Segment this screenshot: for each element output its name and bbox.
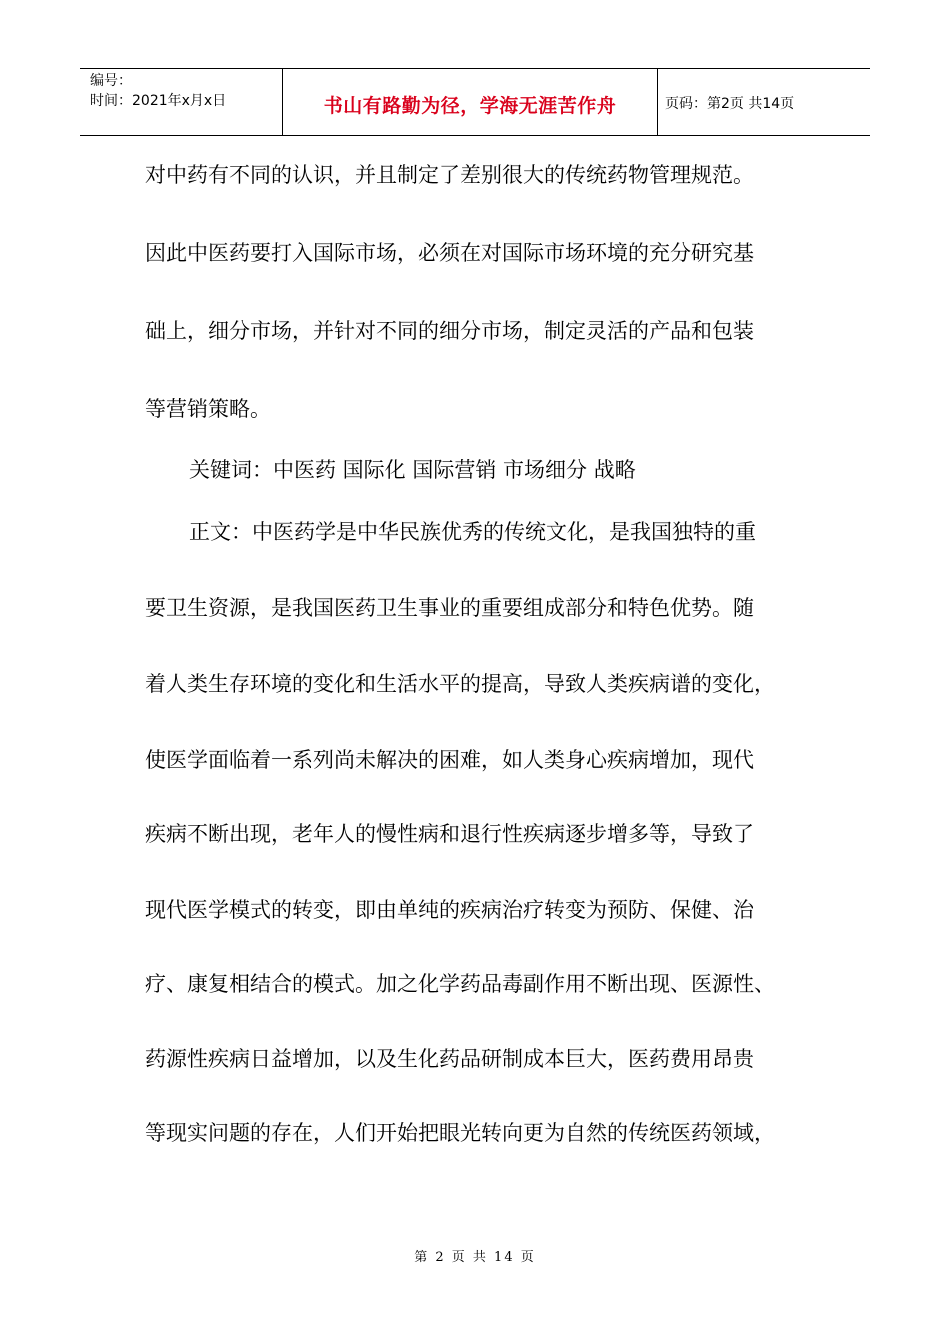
header-page-info: 页码：第2页 共14页 (665, 96, 795, 112)
header-motto: 书山有路勤为径，学海无涯苦作舟 (323, 94, 617, 117)
body-line: 础上，细分市场，并针对不同的细分市场，制定灵活的产品和包装 (145, 319, 754, 343)
body-line: 等现实问题的存在，人们开始把眼光转向更为自然的传统医药领域， (145, 1121, 775, 1145)
keywords-line: 关键词：中医药 国际化 国际营销 市场细分 战略 (189, 458, 636, 482)
page-footer: 第 2 页 共 14 页 (414, 1250, 536, 1265)
header-page-cell (658, 69, 870, 135)
body-line: 正文：中医药学是中华民族优秀的传统文化，是我国独特的重 (189, 520, 756, 544)
document-date: 时间：2021年x月x日 (90, 93, 227, 109)
body-line: 着人类生存环境的变化和生活水平的提高，导致人类疾病谱的变化， (145, 672, 775, 696)
body-line: 疾病不断出现，老年人的慢性病和退行性疾病逐步增多等，导致了 (145, 822, 754, 846)
document-header (80, 68, 870, 136)
body-line: 药源性疾病日益增加，以及生化药品研制成本巨大，医药费用昂贵 (145, 1047, 754, 1071)
document-code-label: 编号： (90, 73, 132, 89)
body-line: 等营销策略。 (145, 397, 271, 421)
body-line: 对中药有不同的认识，并且制定了差别很大的传统药物管理规范。 (145, 163, 754, 187)
body-line: 使医学面临着一系列尚未解决的困难，如人类身心疾病增加，现代 (145, 748, 754, 772)
header-motto-cell (283, 69, 658, 135)
header-meta-cell (80, 69, 283, 135)
body-line: 现代医学模式的转变，即由单纯的疾病治疗转变为预防、保健、治 (145, 898, 754, 922)
body-line: 要卫生资源，是我国医药卫生事业的重要组成部分和特色优势。随 (145, 596, 754, 620)
body-line: 疗、康复相结合的模式。加之化学药品毒副作用不断出现、医源性、 (145, 972, 775, 996)
body-line: 因此中医药要打入国际市场，必须在对国际市场环境的充分研究基 (145, 241, 754, 265)
